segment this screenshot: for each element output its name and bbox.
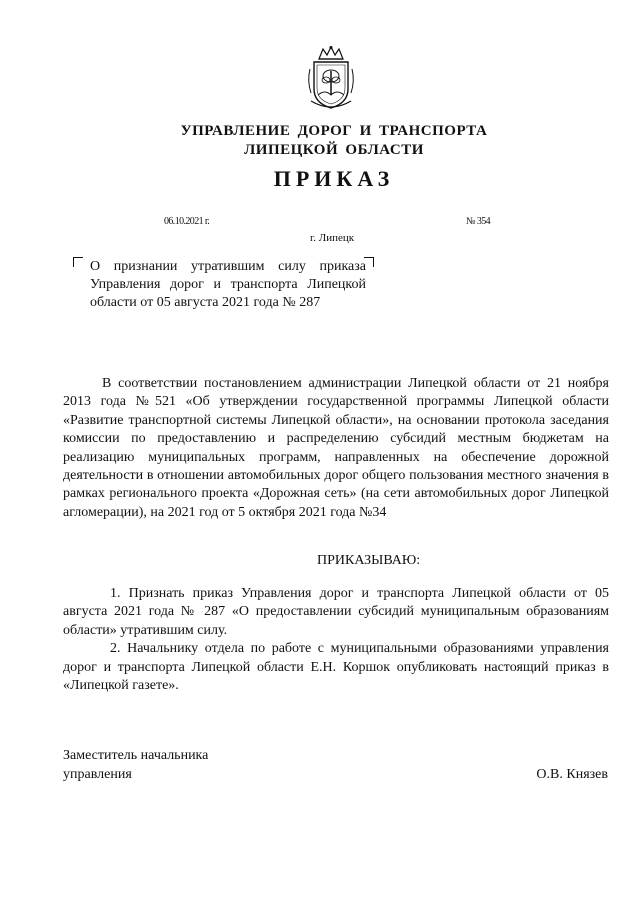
signer-title-line-1: Заместитель начальника	[63, 748, 209, 763]
signer-title-line-2: управления	[63, 767, 132, 782]
order-word: ПРИКАЗЫВАЮ:	[317, 553, 421, 568]
signer-name: О.В. Князев	[536, 767, 608, 782]
order-item-2: 2. Начальнику отдела по работе с муниципальными образованиями управления дорог и транспорта Липецкой области Е.Н. Коршок опубликовать настоящий приказ в «Липецкой газете».	[63, 641, 609, 694]
coat-of-arms-icon	[305, 45, 357, 111]
subject-bracket-left	[73, 257, 83, 267]
document-date: 06.10.2021 г.	[164, 216, 210, 227]
order-item-1: 1. Признать приказ Управления дорог и транспорта Липецкой области от 05 августа 2021 года № 287 «О предоставлении субсидий муниципальным образованиям области» утратившим силу.	[63, 586, 609, 638]
document-number: № 354	[466, 216, 491, 227]
document-city: г. Липецк	[310, 232, 355, 244]
order-items	[63, 585, 609, 695]
preamble-paragraph: В соответствии постановлением администрации Липецкой области от 21 ноября 2013 года №521 «Об утверждении государственной программы Липецкой области «Развитие транспортной системы Липецкой области», на основании протокола заседания комиссии по предоставлению и распределению субсидий местным бюджетам на реализацию муниципальных программ, направленных на обеспечение дорожной деятельности в отношении автомобильных дорог общего пользования местного значения в рамках регионального проекта «Дорожная сеть» (на сети автомобильных дорог Липецкой агломерации), на 2021 год от 5 октября 2021 года №34	[63, 376, 609, 520]
org-name-line-2: ЛИПЕЦКОЙ ОБЛАСТИ	[244, 142, 424, 158]
document-subject: О признании утратившим силу приказа Управления дорог и транспорта Липецкой области от 05 августа 2021 года № 287	[90, 259, 366, 310]
signer-title	[63, 746, 208, 784]
document-title: ПРИКАЗ	[273, 166, 395, 191]
org-name-line-1: УПРАВЛЕНИЕ ДОРОГ И ТРАНСПОРТА	[180, 123, 488, 139]
